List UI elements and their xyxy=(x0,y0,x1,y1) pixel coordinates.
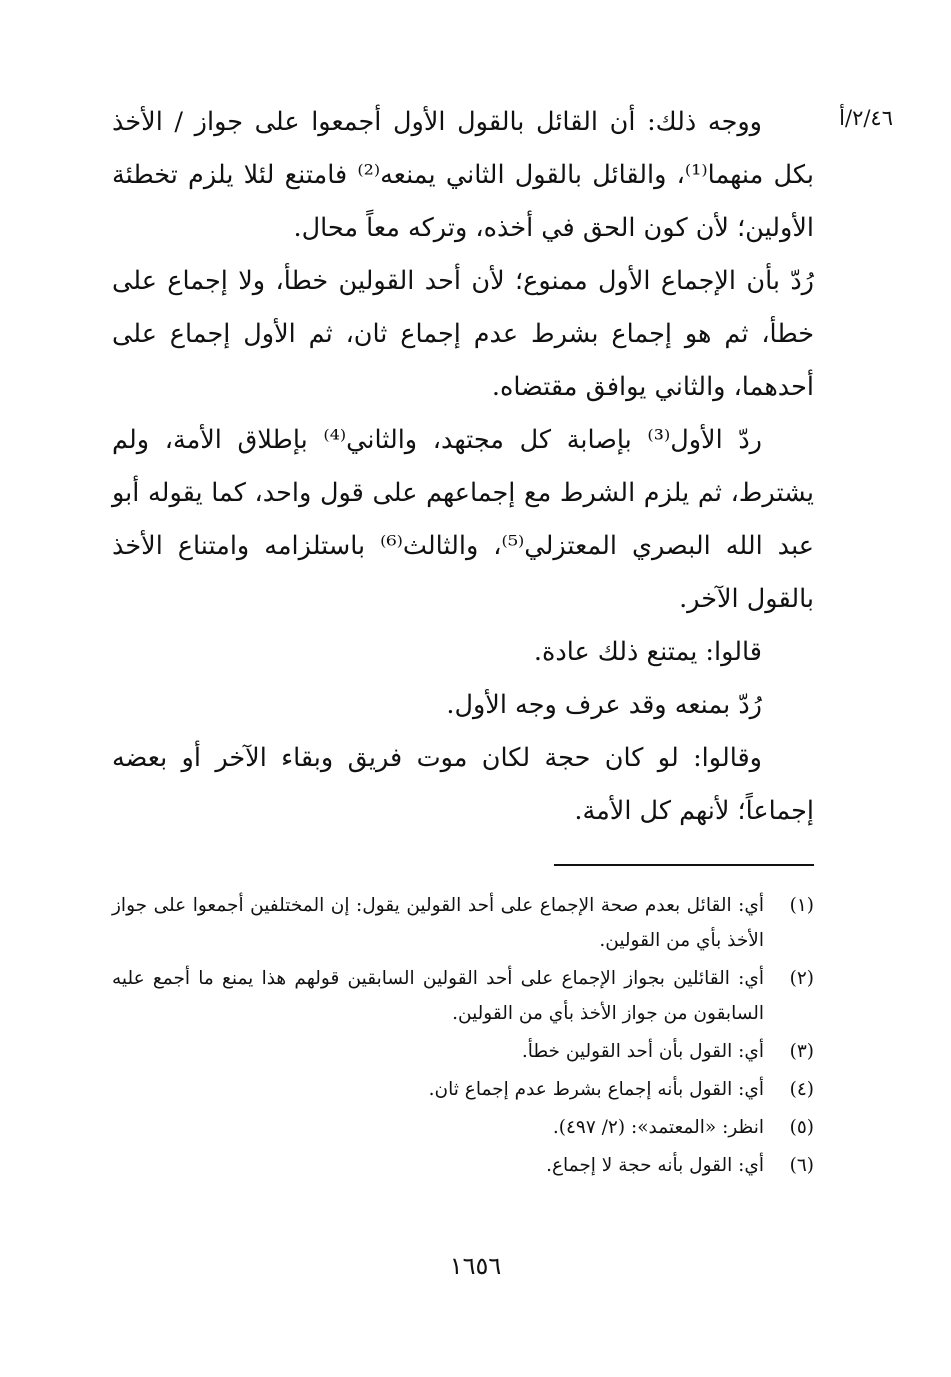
footnote-number: (٦) xyxy=(789,1155,814,1176)
paragraph-5: رُدّ بمنعه وقد عرف وجه الأول. xyxy=(446,690,762,720)
footnote-text: أي: القائل بعدم صحة الإجماع على أحد القولين يقول: إن المختلفين أجمعوا على جواز الأخذ بأي من القولين. xyxy=(112,895,764,951)
paragraph-6: وقالوا: لو كان حجة لكان موت فريق وبقاء الآخر أو بعضه إجماعاً؛ لأنهم كل الأمة. xyxy=(112,743,814,826)
footnote-text: أي: القول بأنه إجماع بشرط عدم إجماع ثان. xyxy=(428,1079,764,1100)
footnote-3 xyxy=(112,1034,814,1069)
footnote-1 xyxy=(112,888,814,958)
footnote-number: (٥) xyxy=(789,1117,814,1138)
footnote-text: أي: القائلين بجواز الإجماع على أحد القولين السابقين قولهم هذا يمنع ما أجمع عليه السابقون من جواز الأخذ بأي من القولين. xyxy=(112,968,764,1024)
footnote-2 xyxy=(112,961,814,1031)
footnote-text: أي: القول بأنه حجة لا إجماع. xyxy=(546,1155,764,1176)
footnote-text: انظر: «المعتمد»: (٢/ ٤٩٧). xyxy=(552,1117,764,1138)
paragraph-1: ووجه ذلك: أن القائل بالقول الأول أجمعوا على جواز / الأخذ بكل منهما⁽¹⁾، والقائل بالقول الثاني يمنعه⁽²⁾ فامتنع لئلا يلزم تخطئة الأولين؛ لأن كون الحق في أخذه، وتركه معاً محال. xyxy=(112,107,814,243)
footnote-number: (٤) xyxy=(789,1079,814,1100)
footnote-5 xyxy=(112,1110,814,1145)
footnote-6 xyxy=(112,1148,814,1183)
footnote-divider xyxy=(554,864,814,866)
footnote-number: (٣) xyxy=(789,1041,814,1062)
main-text xyxy=(112,96,814,838)
footnote-number: (٢) xyxy=(789,968,814,989)
footnote-text: أي: القول بأن أحد القولين خطأ. xyxy=(521,1041,764,1062)
footnote-4 xyxy=(112,1072,814,1107)
page-number: ١٦٥٦ xyxy=(449,1252,502,1280)
paragraph-4: قالوا: يمتنع ذلك عادة. xyxy=(533,637,762,667)
footnotes xyxy=(112,888,814,1186)
manuscript-folio-reference: ٢/٤٦/أ xyxy=(839,106,893,130)
footnote-number: (١) xyxy=(789,895,814,916)
paragraph-2: رُدّ بأن الإجماع الأول ممنوع؛ لأن أحد القولين خطأ، ولا إجماع على خطأ، ثم هو إجماع بشرط عدم إجماع ثان، ثم الأول إجماع على أحدهما، والثاني يوافق مقتضاه. xyxy=(112,266,814,402)
paragraph-3: ردّ الأول⁽³⁾ بإصابة كل مجتهد، والثاني⁽⁴⁾ بإطلاق الأمة، ولم يشترط، ثم يلزم الشرط مع إجماعهم على قول واحد، كما يقوله أبو عبد الله البصري المعتزلي⁽⁵⁾، والثالث⁽⁶⁾ باستلزامه وامتناع الأخذ بالقول الآخر. xyxy=(112,425,814,614)
